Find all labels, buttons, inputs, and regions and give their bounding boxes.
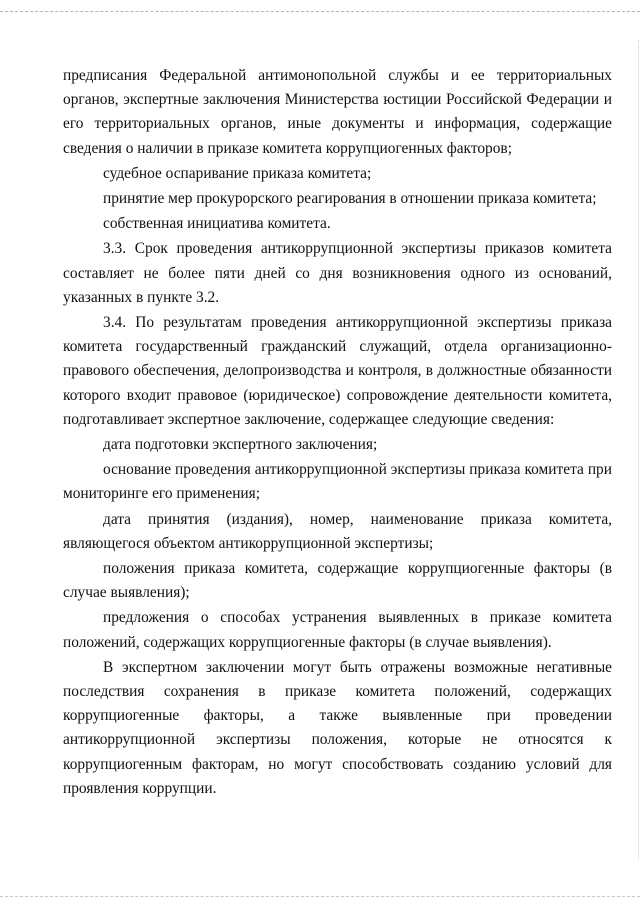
paragraph-3-3: 3.3. Срок проведения антикоррупционной экспертизы приказов комитета составляет не более пяти дней со дня возникновения одного из оснований, указанных в пункте 3.2. [63, 240, 612, 306]
scan-artifact-right-edge [638, 40, 639, 860]
list-item-order-details: дата принятия (издания), номер, наименование приказа комитета, являющегося объектом антикоррупционной экспертизы; [63, 510, 612, 552]
paragraph-3-4: 3.4. По результатам проведения антикоррупционной экспертизы приказа комитета государственный гражданский служащий, отдела организационно-правового обеспечения, делопроизводства и контроля, в должностные обязанности которого входит правовое (юридическое) сопровождение деятельности комитета, подготавливает экспертное заключение, содержащее следующие сведения: [63, 314, 612, 428]
list-item-conclusion-date: дата подготовки экспертного заключения; [103, 436, 378, 454]
list-item-prosecutor-measures: принятие мер прокурорского реагирования в отношении приказа комитета; [103, 190, 597, 208]
list-item-corruption-provisions: положения приказа комитета, содержащие коррупциогенные факторы (в случае выявления); [63, 560, 612, 602]
document-page [63, 64, 612, 801]
list-item-expertise-basis: основание проведения антикоррупционной экспертизы приказа комитета при мониторинге его применения; [63, 461, 612, 503]
scan-artifact-top-line [0, 11, 640, 12]
list-item-own-initiative: собственная инициатива комитета. [103, 215, 331, 233]
scan-artifact-bottom-line [0, 896, 640, 897]
paragraph-expert-conclusion-notes: В экспертном заключении могут быть отражены возможные негативные последствия сохранения в приказе комитета положений, содержащих коррупциогенные факторы, а также выявленные при проведении антикоррупционной экспертизы положения, которые не относятся к коррупциогенным факторам, но могут способствовать созданию условий для проявления коррупции. [63, 658, 612, 797]
paragraph-continuation: предписания Федеральной антимонопольной службы и ее территориальных органов, экспертные заключения Министерства юстиции Российской Федерации и его территориальных органов, иные документы и информация, содержащие сведения о наличии в приказе комитета коррупциогенных факторов; [63, 67, 612, 157]
list-item-elimination-proposals: предложения о способах устранения выявленных в приказе комитета положений, содержащих коррупциогенные факторы (в случае выявления). [63, 609, 612, 651]
list-item-court-challenge: судебное оспаривание приказа комитета; [103, 164, 372, 182]
